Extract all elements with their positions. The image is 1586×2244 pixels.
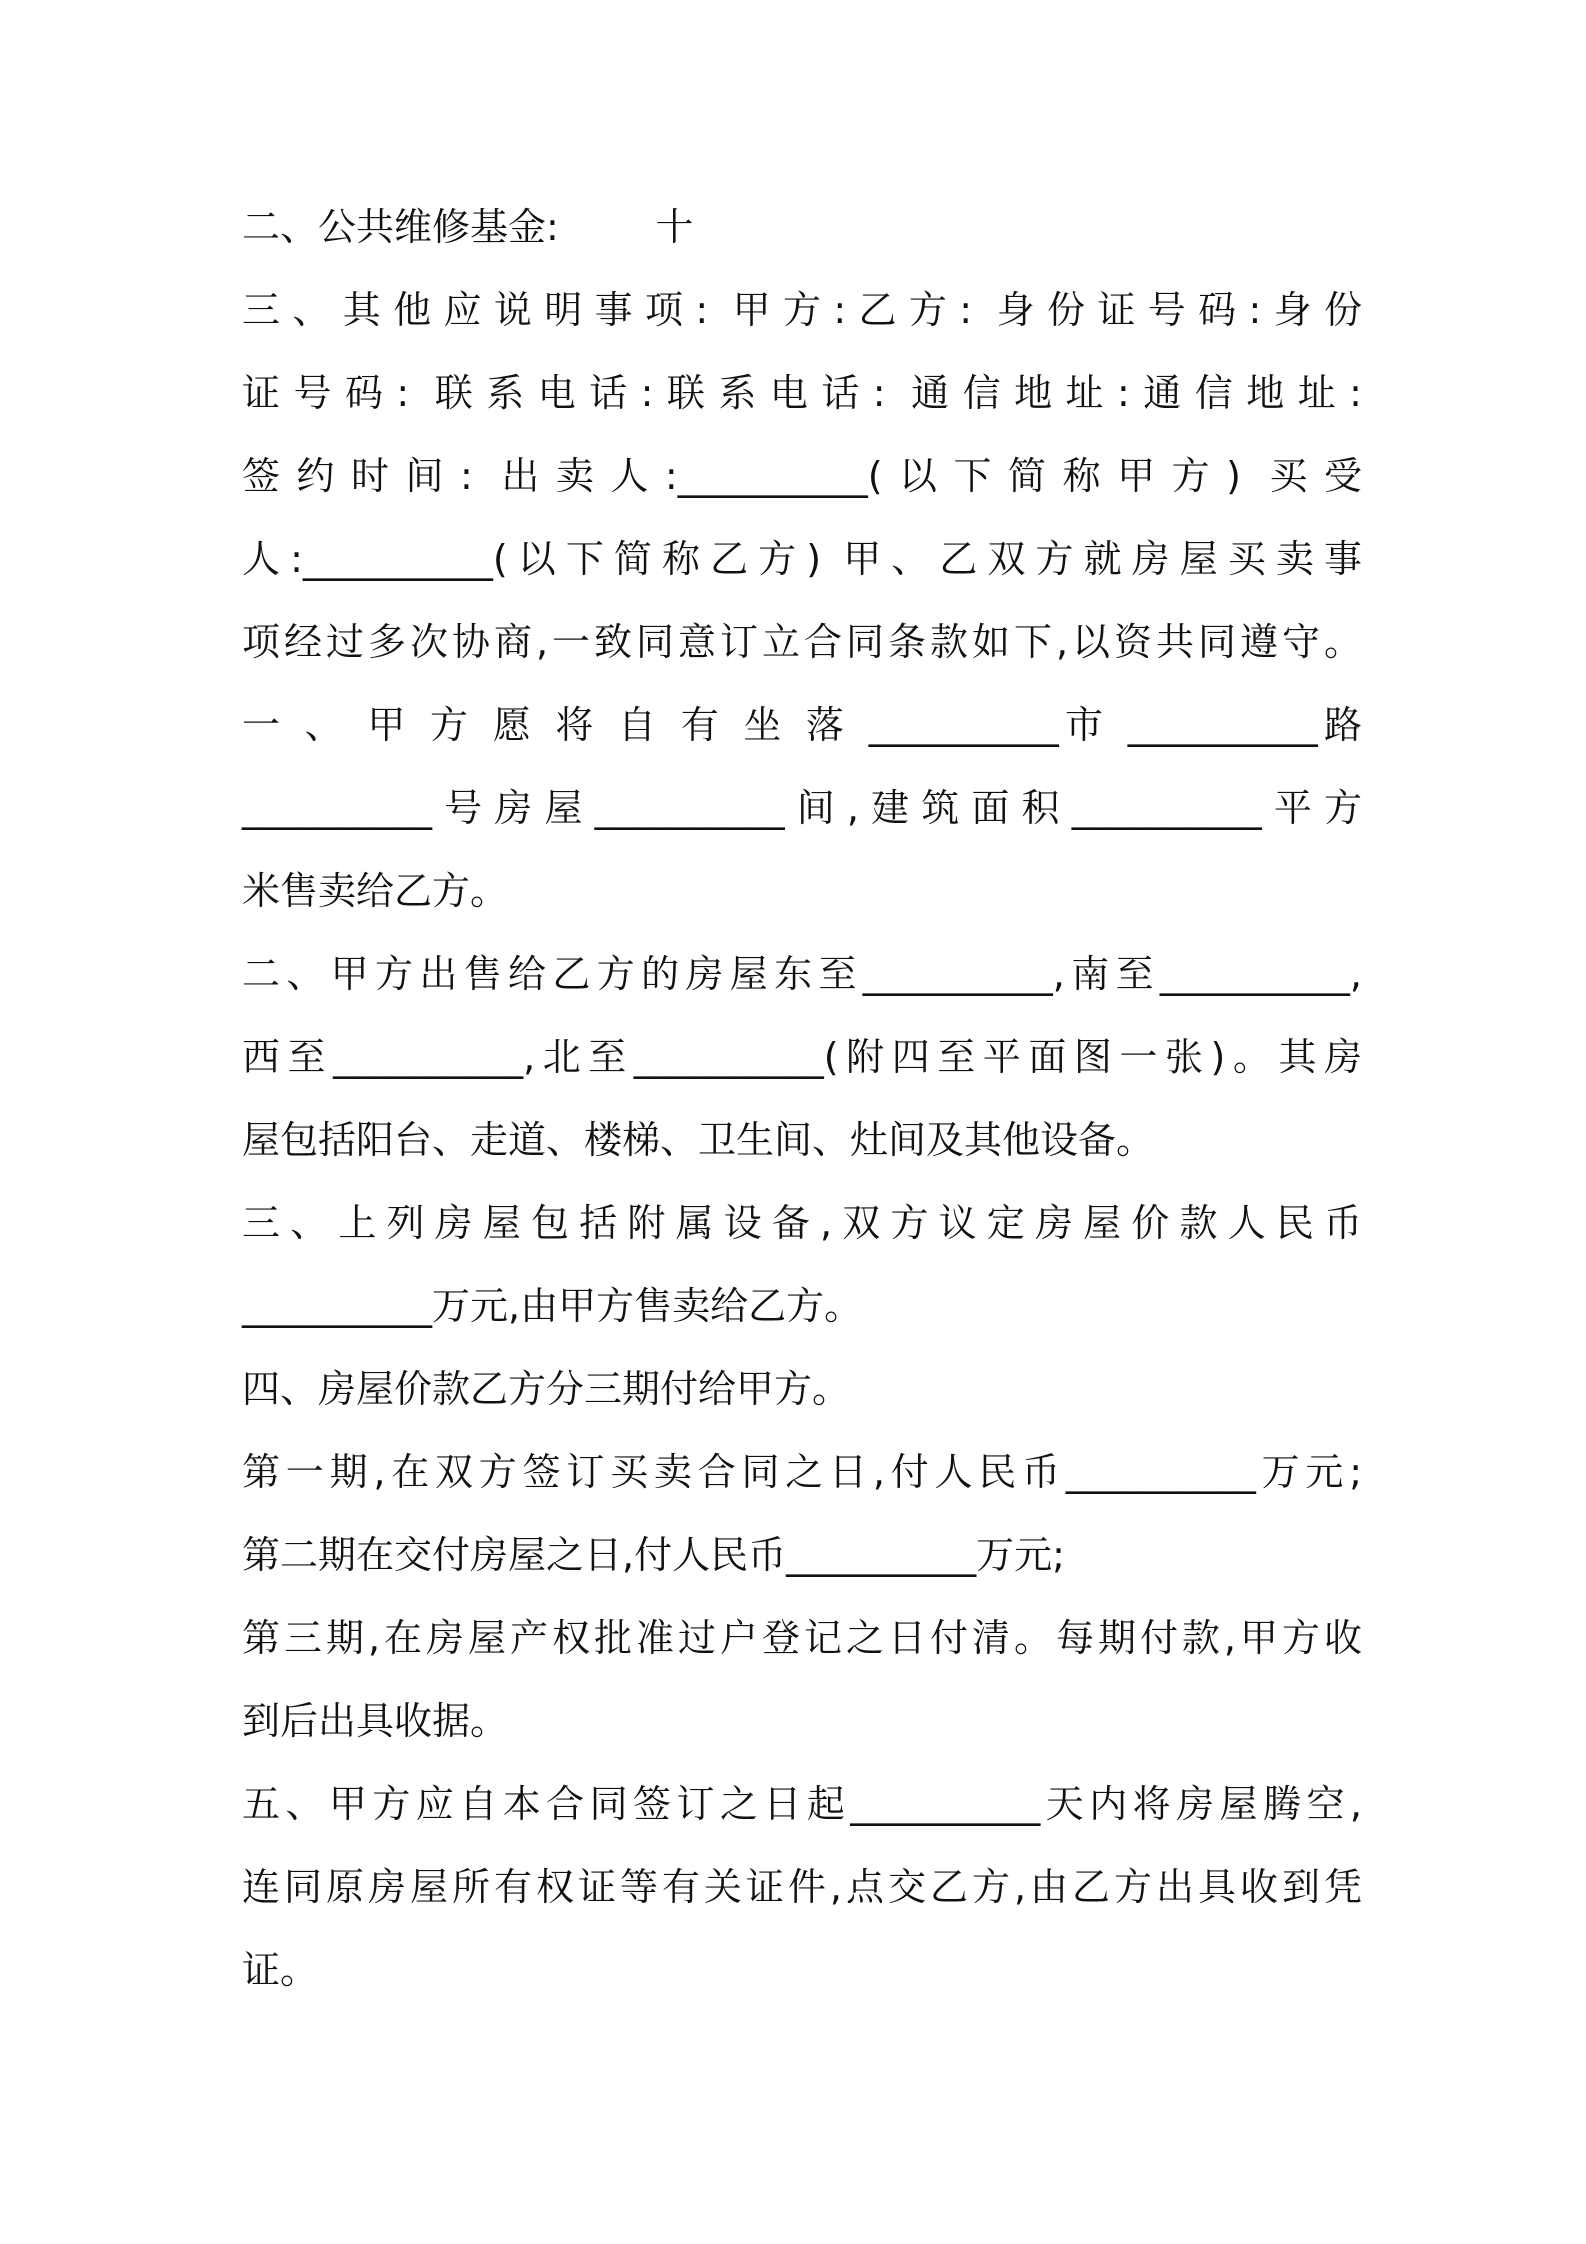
text-line: 第三期,在房屋产权批准过户登记之日付清。每期付款,甲方收 xyxy=(242,1616,1362,1660)
text-line: 签约时间: 出卖人:__________(以下简称甲方) 买受 xyxy=(242,454,1362,498)
text-line: 证号码: 联系电话:联系电话: 通信地址:通信地址: xyxy=(242,371,1362,415)
text-line: 三、其他应说明事项: 甲方:乙方: 身份证号码:身份 xyxy=(242,288,1362,332)
text-line: 人:__________(以下简称乙方) 甲、乙双方就房屋买卖事 xyxy=(242,537,1362,581)
text-line: __________号房屋__________间,建筑面积__________平方 xyxy=(242,786,1362,830)
text-line: 西至__________,北至__________(附四至平面图一张)。其房 xyxy=(242,1035,1362,1079)
text-line: 项经过多次协商,一致同意订立合同条款如下,以资共同遵守。 xyxy=(242,620,1362,664)
text-line: 二、甲方出售给乙方的房屋东至__________,南至__________, xyxy=(242,952,1362,996)
text-line: 到后出具收据。 xyxy=(242,1699,509,1743)
text-line: 米售卖给乙方。 xyxy=(242,869,509,913)
text-line: 三、上列房屋包括附属设备,双方议定房屋价款人民币 xyxy=(242,1201,1362,1245)
text-line: 连同原房屋所有权证等有关证件,点交乙方,由乙方出具收到凭 xyxy=(242,1865,1362,1909)
text-line: 五、甲方应自本合同签订之日起__________天内将房屋腾空, xyxy=(242,1782,1362,1826)
text-line: 证。 xyxy=(242,1948,319,1992)
text-line: 第二期在交付房屋之日,付人民币__________万元; xyxy=(242,1533,1065,1577)
text-line: 屋包括阳台、走道、楼梯、卫生间、灶间及其他设备。 xyxy=(242,1118,1155,1162)
text-line: __________万元,由甲方售卖给乙方。 xyxy=(242,1284,863,1328)
text-line: 四、房屋价款乙方分三期付给甲方。 xyxy=(242,1367,851,1411)
text-line: 第一期,在双方签订买卖合同之日,付人民币__________万元; xyxy=(242,1450,1362,1494)
text-line: 二、公共维修基金: 十 xyxy=(242,205,694,249)
text-line: 一 、 甲 方 愿 将 自 有 坐 落 __________市 __________路 xyxy=(242,703,1362,747)
